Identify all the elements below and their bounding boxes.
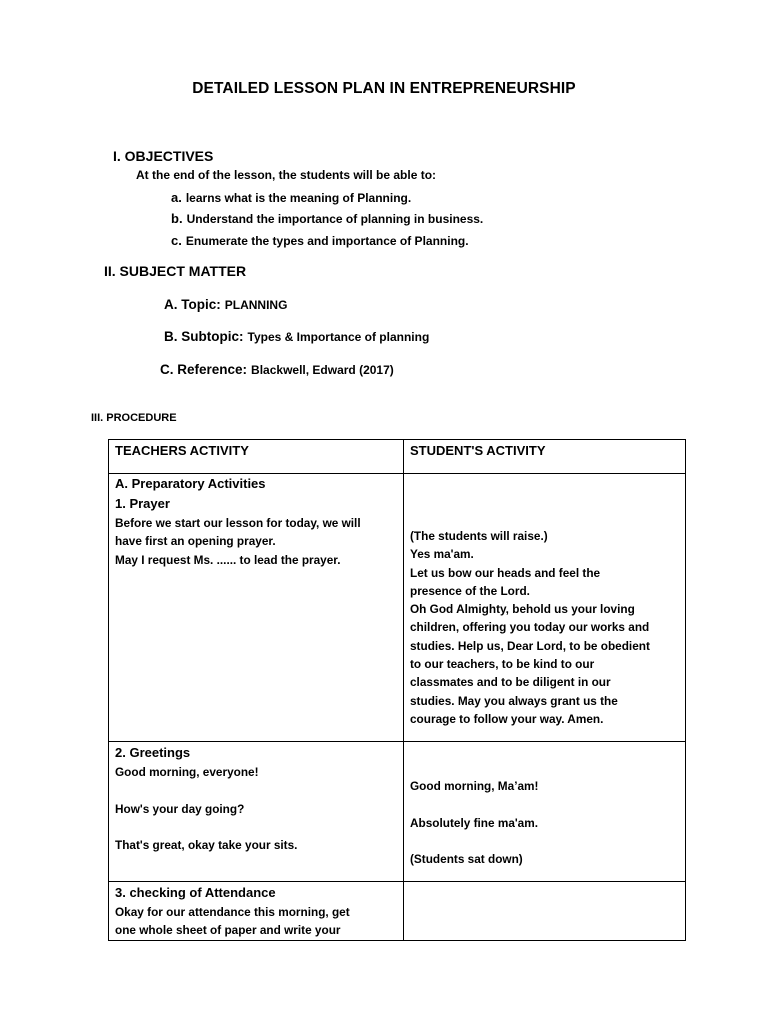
subtopic-label: B. Subtopic: (164, 329, 244, 344)
student-line: studies. Help us, Dear Lord, to be obedient (410, 638, 650, 653)
attendance-row (109, 882, 686, 941)
prayer-row (109, 474, 686, 742)
blank-line (410, 832, 679, 850)
student-line: studies. May you always grant us the (410, 693, 618, 708)
objective-text: Enumerate the types and importance of Planning. (185, 234, 469, 248)
preparatory-activities-heading: A. Preparatory Activities (115, 476, 266, 491)
student-line: (The students will raise.) (410, 529, 548, 543)
teacher-line: May I request Ms. ...... to lead the prayer. (115, 552, 341, 567)
blank-line (410, 795, 679, 813)
subtopic-row (164, 328, 429, 346)
attendance-teacher-cell (109, 882, 404, 941)
student-line: Yes ma'am. (410, 547, 474, 562)
procedure-table (108, 439, 686, 941)
objective-letter: c. (171, 233, 182, 248)
blank-line (115, 818, 397, 836)
prayer-teacher-cell (109, 474, 404, 742)
student-line: Oh God Almighty, behold us your loving (410, 602, 635, 617)
objective-text: learns what is the meaning of Planning. (185, 191, 412, 205)
procedure-heading: III. PROCEDURE (91, 412, 177, 424)
objectives-intro: At the end of the lesson, the students will be able to: (136, 168, 437, 182)
teacher-line: That's great, okay take your sits. (115, 838, 298, 853)
student-line: courage to follow your way. Amen. (410, 711, 604, 726)
teacher-line: Okay for our attendance this morning, get (115, 905, 350, 919)
document-title: DETAILED LESSON PLAN IN ENTREPRENEURSHIP (192, 80, 576, 97)
objective-item (171, 232, 469, 250)
reference-row (160, 361, 394, 379)
student-line: Absolutely fine ma'am. (410, 815, 539, 830)
greetings-heading: 2. Greetings (115, 745, 191, 760)
reference-label: C. Reference: (160, 362, 248, 377)
table-header-row (109, 440, 686, 474)
teacher-line: How's your day going? (115, 801, 245, 816)
objective-text: Understand the importance of planning in business. (186, 212, 484, 226)
objectives-heading: I. OBJECTIVES (113, 148, 214, 164)
student-line: classmates and to be diligent in our (410, 675, 611, 690)
student-line: (Students sat down) (410, 852, 523, 867)
students-activity-header: STUDENT'S ACTIVITY (404, 440, 686, 474)
greetings-row (109, 742, 686, 882)
subtopic-value: Types & Importance of planning (247, 330, 430, 344)
objective-letter: b. (171, 211, 183, 226)
greetings-student-cell (404, 742, 686, 882)
student-line: Let us bow our heads and feel the (410, 565, 601, 580)
prayer-student-cell (404, 474, 686, 742)
objective-item (171, 210, 483, 228)
topic-row (164, 296, 287, 314)
student-line: to our teachers, to be kind to our (410, 657, 595, 672)
topic-value: PLANNING (224, 298, 288, 312)
objective-item (171, 189, 411, 207)
teachers-activity-header: TEACHERS ACTIVITY (109, 440, 404, 474)
prayer-heading: 1. Prayer (115, 496, 170, 511)
student-line: presence of the Lord. (410, 583, 530, 598)
blank-line (115, 781, 397, 799)
subject-matter-heading: II. SUBJECT MATTER (104, 263, 247, 279)
student-line: children, offering you today our works and (410, 620, 650, 635)
student-line: Good morning, Ma’am! (410, 779, 539, 793)
greetings-teacher-cell (109, 742, 404, 882)
teacher-line: have first an opening prayer. (115, 534, 276, 549)
teacher-line: one whole sheet of paper and write your (115, 923, 341, 938)
attendance-heading: 3. checking of Attendance (115, 885, 276, 900)
teacher-line: Before we start our lesson for today, we will (115, 516, 361, 530)
objective-letter: a. (171, 190, 182, 205)
teacher-line: Good morning, everyone! (115, 765, 259, 779)
reference-value: Blackwell, Edward (2017) (251, 363, 394, 377)
attendance-student-cell (404, 882, 686, 941)
topic-label: A. Topic: (164, 297, 221, 312)
